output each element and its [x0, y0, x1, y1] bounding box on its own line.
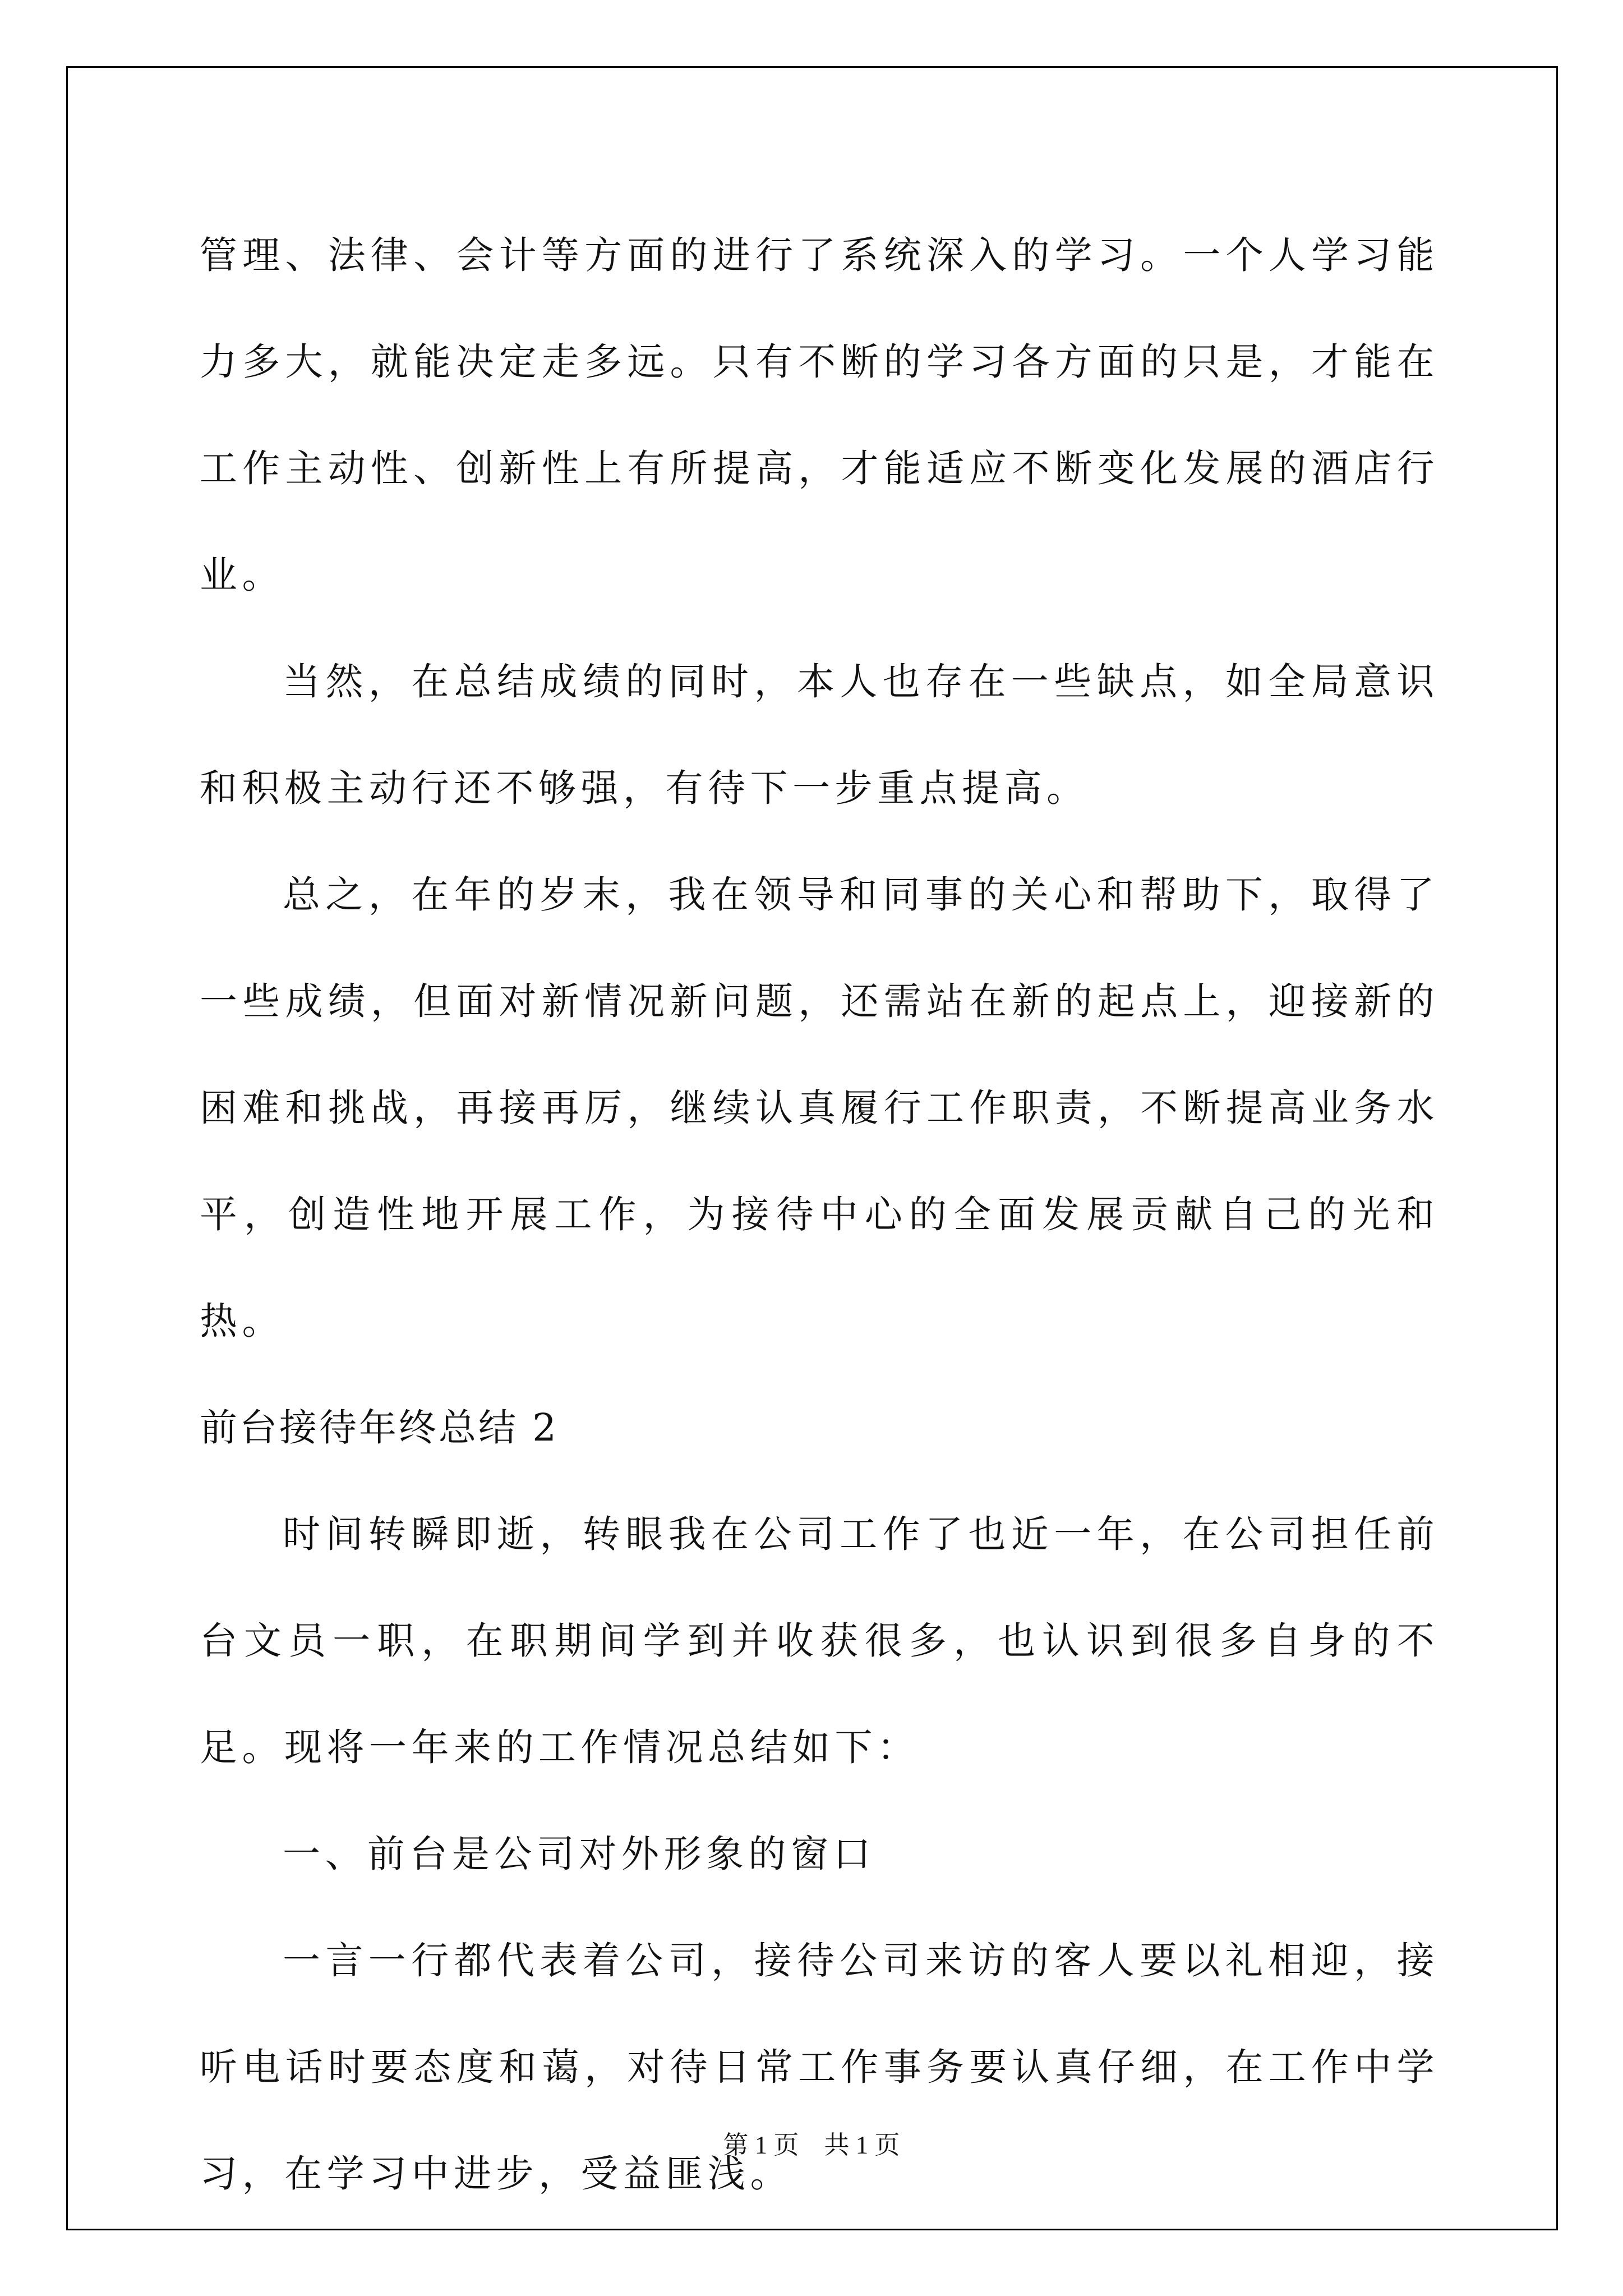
- paragraph-1: 管理、法律、会计等方面的进行了系统深入的学习。一个人学习能力多大，就能决定走多远。只有不断的学习各方面的只是，才能在工作主动性、创新性上有所提高，才能适应不断变化发展的酒店行业。: [200, 233, 1439, 597]
- paragraph-4: 时间转瞬即逝，转眼我在公司工作了也近一年，在公司担任前台文员一职，在职期间学到并收获很多，也认识到很多自身的不足。现将一年来的工作情况总结如下：: [200, 1512, 1439, 1769]
- section-heading: 前台接待年终总结 2: [200, 1406, 559, 1450]
- subheading-1: 一、前台是公司对外形象的窗口: [283, 1832, 875, 1876]
- page-number: 第 1 页 共 1 页: [723, 2131, 900, 2159]
- document-body: [200, 202, 1439, 2227]
- paragraph-5: 一言一行都代表着公司，接待公司来访的客人要以礼相迎，接听电话时要态度和蔼，对待日常工作事务要认真仔细，在工作中学习，在学习中进步，受益匪浅。: [200, 1939, 1439, 2196]
- paragraph-3: 总之，在年的岁末，我在领导和同事的关心和帮助下，取得了一些成绩，但面对新情况新问题，还需站在新的起点上，迎接新的困难和挑战，再接再厉，继续认真履行工作职责，不断提高业务水平，创造性地开展工作，为接待中心的全面发展贡献自己的光和热。: [200, 873, 1439, 1343]
- paragraph-2: 当然，在总结成绩的同时，本人也存在一些缺点，如全局意识和积极主动行还不够强，有待下一步重点提高。: [200, 660, 1439, 810]
